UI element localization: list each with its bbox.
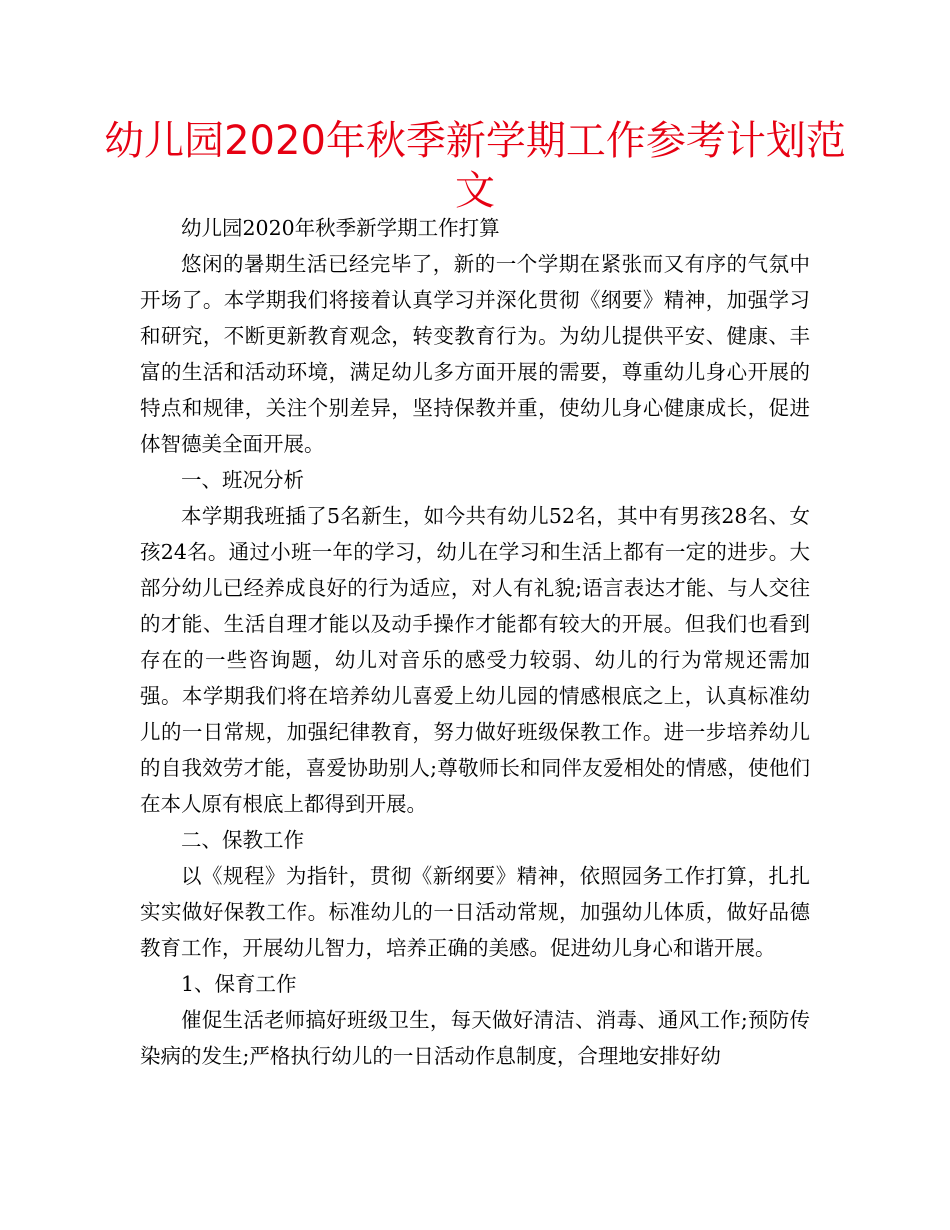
subtitle-paragraph: 幼儿园2020年秋季新学期工作打算 — [181, 216, 500, 240]
section-heading-class-analysis: 一、班况分析 — [181, 468, 304, 492]
care-work-paragraph: 催促生活老师搞好班级卫生，每天做好清洁、消毒、通风工作;预防传染病的发生;严格执行幼儿的一日活动作息制度，合理地安排好幼 — [140, 1008, 810, 1068]
subsection-heading-care-work: 1、保育工作 — [181, 972, 297, 996]
document-body — [140, 210, 810, 1074]
education-work-paragraph: 以《规程》为指针，贯彻《新纲要》精神，依照园务工作打算，扎扎实实做好保教工作。标准幼儿的一日活动常规，加强幼儿体质，做好品德教育工作，开展幼儿智力，培养正确的美感。促进幼儿身心和谐开展。 — [140, 864, 810, 960]
intro-paragraph: 悠闲的暑期生活已经完毕了，新的一个学期在紧张而又有序的气氛中开场了。本学期我们将接着认真学习并深化贯彻《纲要》精神，加强学习和研究，不断更新教育观念，转变教育行为。为幼儿提供平安、健康、丰富的生活和活动环境，满足幼儿多方面开展的需要，尊重幼儿身心开展的特点和规律，关注个别差异，坚持保教并重，使幼儿身心健康成长，促进体智德美全面开展。 — [140, 252, 810, 456]
section-heading-education-work: 二、保教工作 — [181, 828, 304, 852]
document-title: 幼儿园2020年秋季新学期工作参考计划范文 — [104, 118, 846, 214]
class-analysis-paragraph: 本学期我班插了5名新生，如今共有幼儿52名，其中有男孩28名、女孩24名。通过小班一年的学习，幼儿在学习和生活上都有一定的进步。大部分幼儿已经养成良好的行为适应，对人有礼貌;语言表达才能、与人交往的才能、生活自理才能以及动手操作才能都有较大的开展。但我们也看到存在的一些咨询题，幼儿对音乐的感受力较弱、幼儿的行为常规还需加强。本学期我们将在培养幼儿喜爱上幼儿园的情感根底之上，认真标准幼儿的一日常规，加强纪律教育，努力做好班级保教工作。进一步培养幼儿的自我效劳才能，喜爱协助别人;尊敬师长和同伴友爱相处的情感，使他们在本人原有根底上都得到开展。 — [140, 504, 810, 816]
